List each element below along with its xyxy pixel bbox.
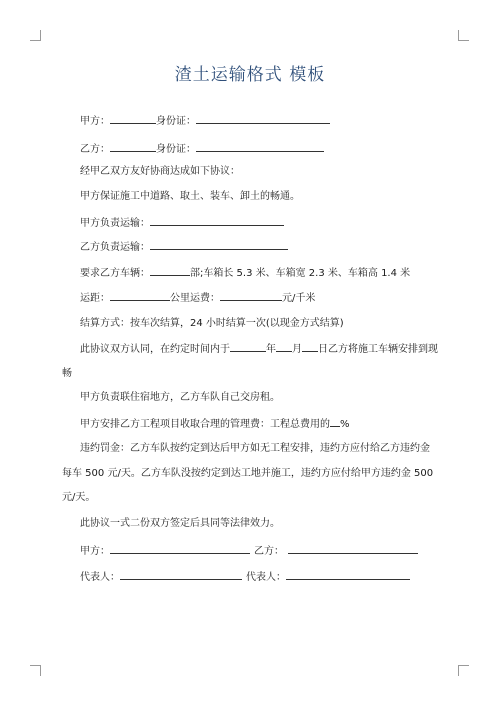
label: 年: [266, 344, 276, 355]
distance-fee-line: [80, 291, 315, 306]
agreement-intro: 经甲乙双方友好协商达成如下协议：: [80, 166, 240, 177]
penalty-line-1: 违约罚金：乙方车队按约定到达后甲方如无工程安排，违约方应付给乙方违约金: [80, 443, 430, 454]
party-b-transport-line: [80, 240, 288, 255]
label: 此协议双方认同，在约定时间内于: [80, 344, 230, 355]
label: 代表人：: [246, 572, 286, 583]
label: 日乙方将施工车辆安排到现: [318, 344, 438, 355]
label: 代表人：: [80, 572, 120, 583]
blank[interactable]: [196, 142, 324, 152]
blank[interactable]: [150, 240, 288, 250]
document-title: 渣土运输格式 模板: [174, 65, 326, 85]
party-a-id-line: [80, 114, 330, 129]
signature-line: [80, 544, 418, 559]
time-clause-wrap: 畅: [62, 368, 72, 379]
label: 身份证：: [156, 116, 196, 127]
blank[interactable]: [120, 570, 242, 580]
settlement-line: 结算方式：按车次结算，24 小时结算一次(以现金方式结算): [80, 318, 344, 329]
blank[interactable]: [220, 291, 282, 301]
blank[interactable]: [276, 342, 292, 352]
lodging-line: 甲方负责联住宿地方，乙方车队自己交房租。: [80, 392, 280, 403]
blank[interactable]: [302, 342, 318, 352]
blank[interactable]: [330, 417, 340, 427]
blank[interactable]: [230, 342, 266, 352]
blank[interactable]: [110, 544, 250, 554]
blank[interactable]: [288, 544, 418, 554]
blank[interactable]: [286, 570, 410, 580]
management-fee-line: [80, 417, 350, 432]
corner-mark-bottom-right: [458, 665, 469, 676]
party-a-guarantee: 甲方保证施工中道路、取土、装车、卸土的畅通。: [80, 191, 300, 202]
label: 元/千米: [282, 293, 316, 304]
label: 甲方：: [80, 116, 110, 127]
label: 身份证：: [156, 144, 196, 155]
label: 月: [292, 344, 302, 355]
penalty-line-3: 元/天。: [62, 492, 96, 503]
corner-mark-top-right: [458, 30, 469, 41]
blank[interactable]: [110, 291, 170, 301]
party-b-id-line: [80, 142, 324, 157]
corner-mark-top-left: [30, 30, 41, 41]
blank[interactable]: [150, 266, 190, 276]
label: 运距：: [80, 293, 110, 304]
blank[interactable]: [110, 142, 156, 152]
label: 公里运费：: [170, 293, 220, 304]
label: 乙方：: [80, 144, 110, 155]
blank[interactable]: [196, 114, 330, 124]
label: 要求乙方车辆：: [80, 268, 150, 279]
penalty-line-2: 每车 500 元/天。乙方车队没按约定到达工地并施工，违约方应付给甲方违约金 500: [62, 468, 434, 479]
copies-line: 此协议一式二份双方签定后具同等法律效力。: [80, 518, 280, 529]
label: %: [340, 419, 350, 430]
corner-mark-bottom-left: [30, 665, 41, 676]
blank[interactable]: [150, 216, 284, 226]
label: 乙方负责运输：: [80, 242, 150, 253]
representative-line: [80, 570, 410, 585]
label: 乙方：: [254, 546, 284, 557]
label: 甲方安排乙方工程项目收取合理的管理费：工程总费用的: [80, 419, 330, 430]
blank[interactable]: [110, 114, 156, 124]
label: 甲方负责运输：: [80, 218, 150, 229]
vehicle-requirement-line: [80, 266, 410, 281]
label: 甲方：: [80, 546, 110, 557]
party-a-transport-line: [80, 216, 284, 231]
label: 部;车箱长 5.3 米、车箱宽 2.3 米、车箱高 1.4 米: [190, 268, 411, 279]
time-clause-line: [80, 342, 438, 357]
